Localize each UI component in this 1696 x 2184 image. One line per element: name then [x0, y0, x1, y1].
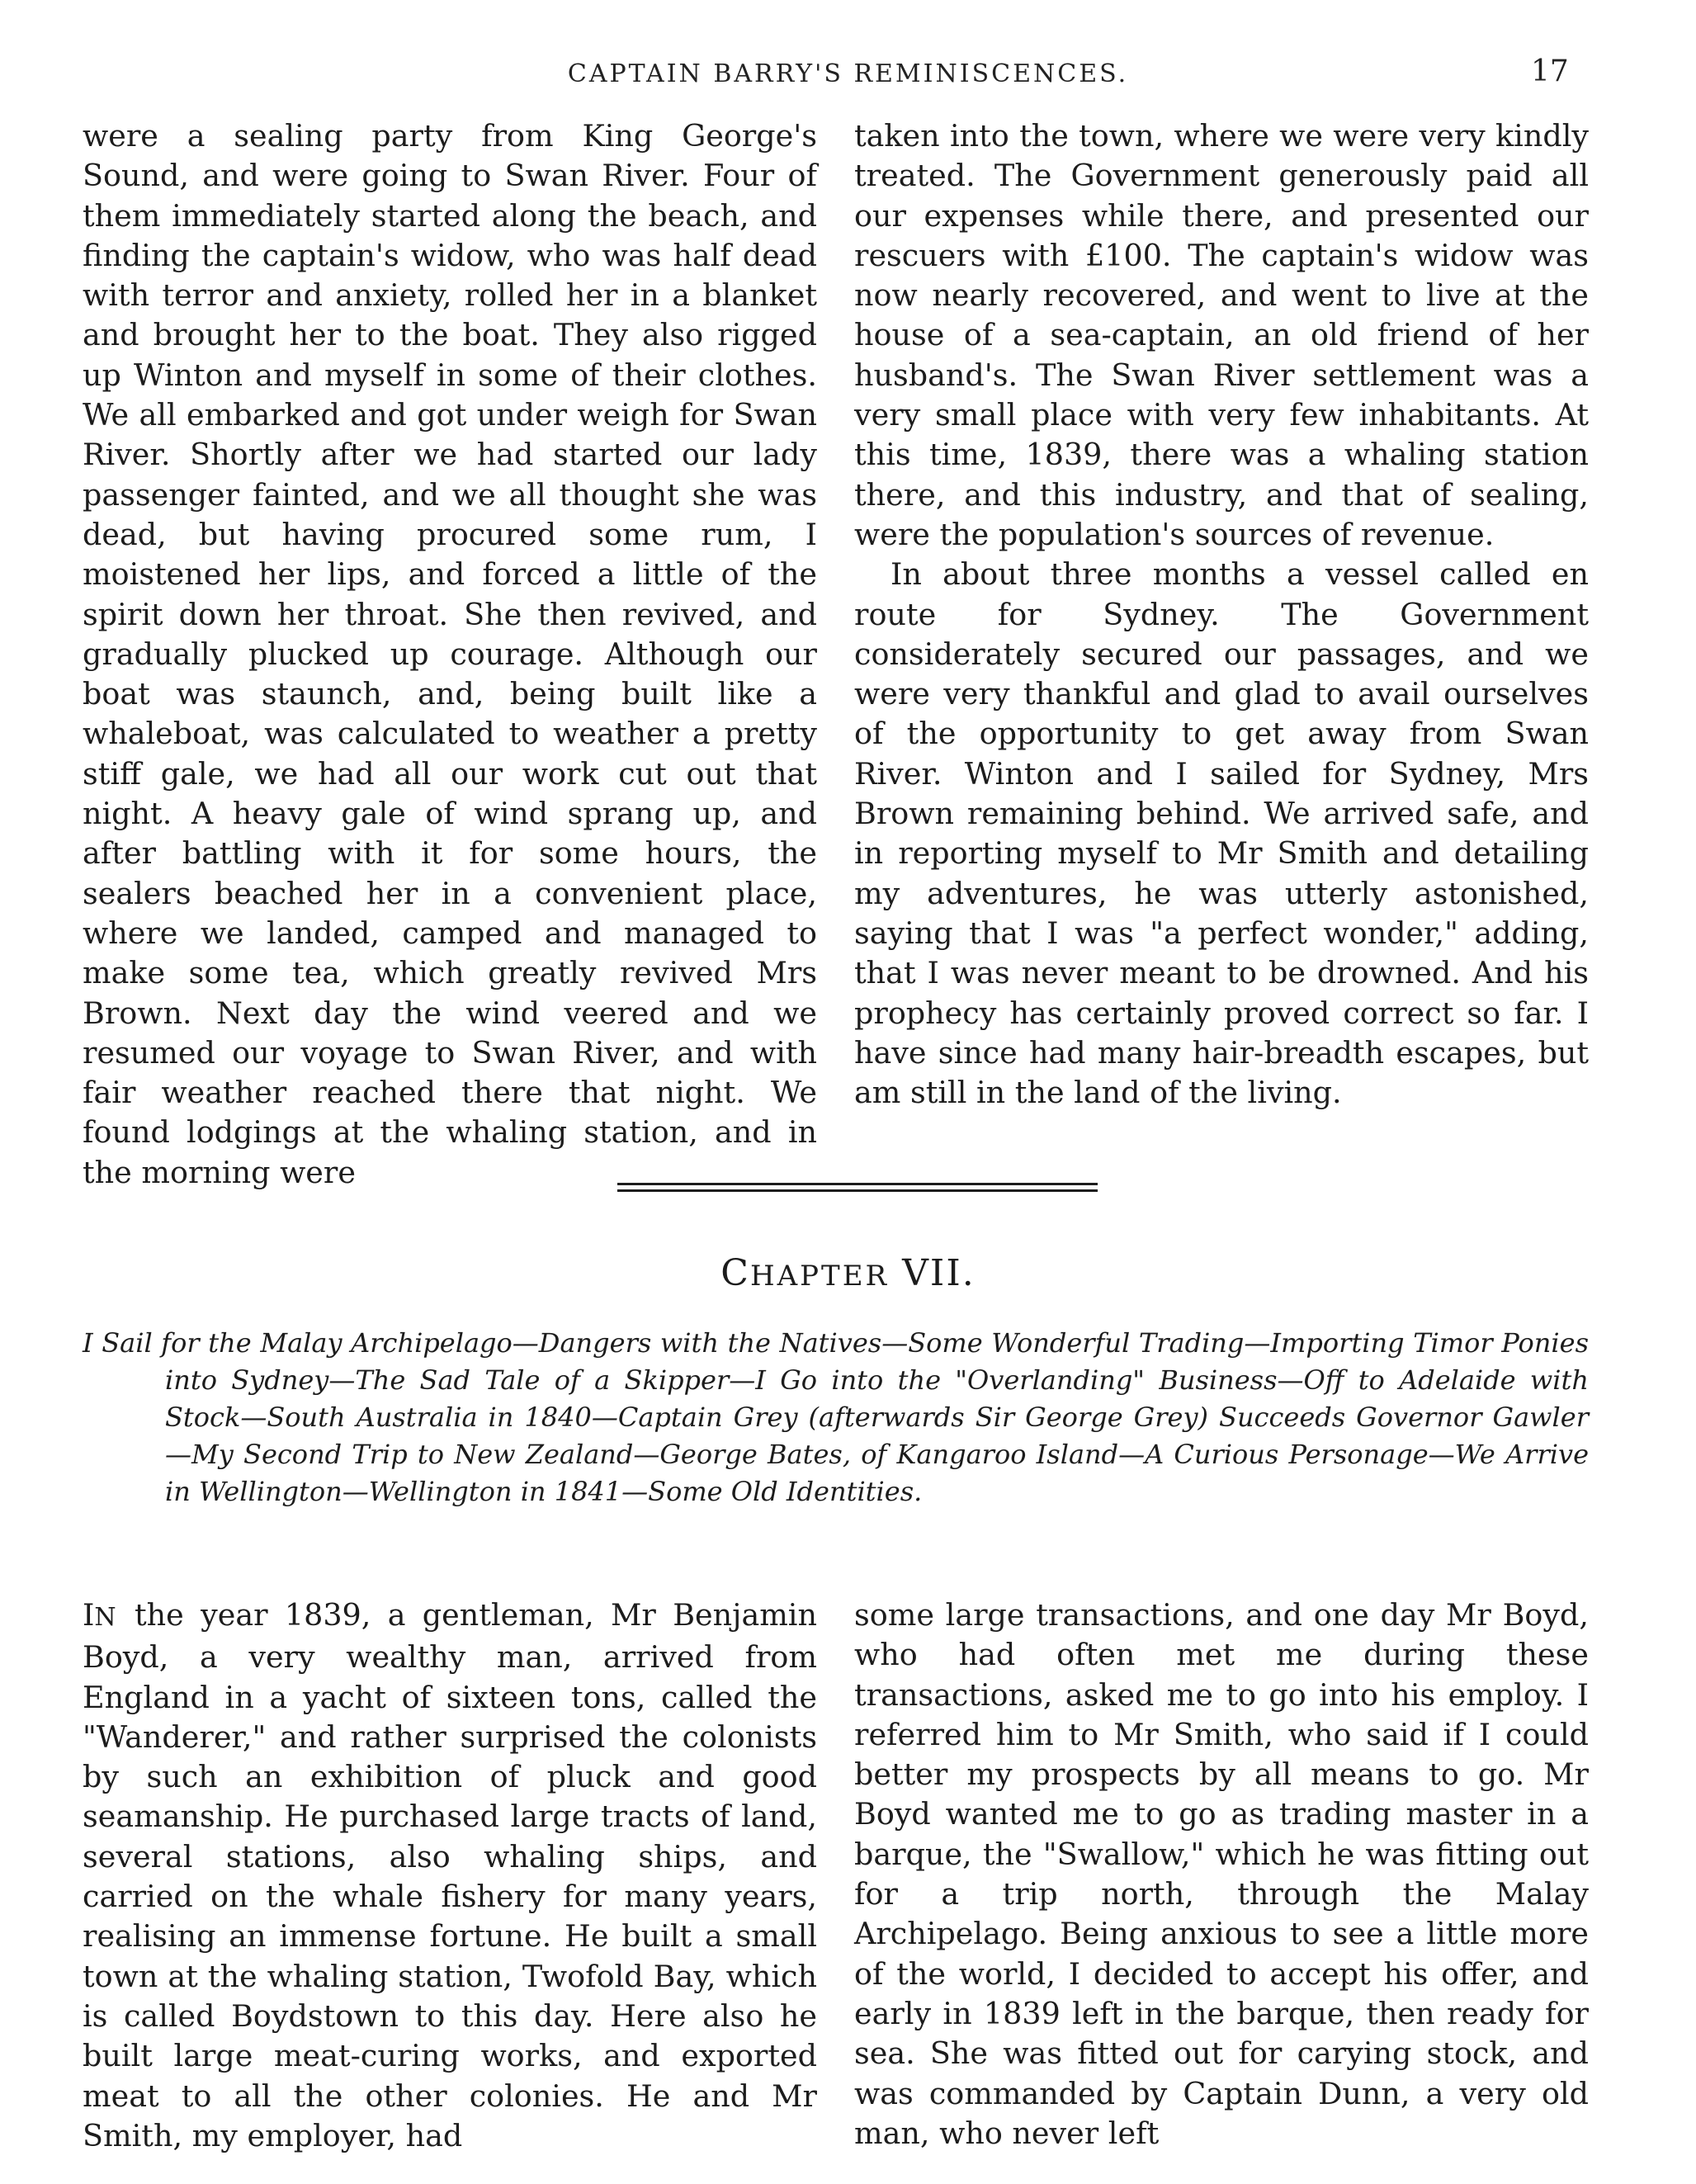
page-number: 17: [1531, 54, 1569, 88]
paragraph-text: the year 1839, a gentleman, Mr Benjamin Boyd, a very wealthy man, arrived from England in a yacht of sixteen tons, called the "Wanderer," and rather surprised the colonists by such an exhibition of pluck and good seamanship. He purchased large tracts of land, several stations, also whaling ships, and carried on the whale fishery for many years, realising an immense fortune. He built a small town at the whaling station, Twofold Bay, which is called Boydstown to this day. Here also he built large meat-curing works, and exported meat to all the other colonies. He and Mr Smith, my employer, had: [83, 1597, 817, 2153]
paragraph: some large transactions, and one day Mr Boyd, who had often met me during these transactions, asked me to go into his employ. I referred him to Mr Smith, who said if I could better my prospects by all means to go. Mr Boyd wanted me to go as trading master in a barque, the "Swallow," which he was fitting out for a trip north, through the Malay Archipelago. Being anxious to see a little more of the world, I decided to accept his offer, and early in 1839 left in the barque, then ready for sea. She was fitted out for carying stock, and was commanded by Captain Dunn, a very old man, who never left: [854, 1597, 1589, 2151]
top-left-column: [83, 116, 817, 1193]
paragraph: [83, 1595, 817, 2156]
paragraph: In about three months a vessel called en route for Sydney. The Government considerately secured our passages, and we were very thankful and glad to avail ourselves of the opportunity to get away from Swan River. Winton and I sailed for Sydney, Mrs Brown remaining behind. We arrived safe, and in reporting myself to Mr Smith and detailing my adventures, he was utterly astonished, saying that I was "a perfect wonder," adding, that I was never meant to be drowned. And his prophecy has certainly proved correct so far. I have since had many hair-breadth escapes, but am still in the land of the living.: [854, 556, 1589, 1111]
chapter-title: [0, 1252, 1696, 1294]
paragraph: were a sealing party from King George's Sound, and were going to Swan River. Four of them immediately started along the beach, and finding the captain's widow, who was half dead with terror and anxiety, rolled her in a blanket and brought her to the boat. They also rigged up Winton and myself in some of their clothes. We all embarked and got under weigh for Swan River. Shortly after we had started our lady passenger fainted, and we all thought she was dead, but having procured some rum, I moistened her lips, and forced a little of the spirit down her throat. She then revived, and gradually plucked up courage. Although our boat was staunch, and, being built like a whaleboat, was calculated to weather a pretty stiff gale, we had all our work cut out that night. A heavy gale of wind sprang up, and after battling with it for some hours, the sealers beached her in a convenient place, where we landed, camped and managed to make some tea, which greatly revived Mrs Brown. Next day the wind veered and we resumed our voyage to Swan River, and with fair weather reached there that night. We found lodgings at the whaling station, and in the morning were: [83, 118, 817, 1190]
opening-word-rest: N: [94, 1603, 118, 1632]
opening-initial: I: [83, 1597, 95, 1633]
bottom-left-column: [83, 1595, 817, 2156]
top-right-column: [854, 116, 1589, 1113]
chapter-title-word: HAPTER: [749, 1260, 890, 1293]
chapter-title-initial: C: [720, 1252, 750, 1294]
running-head: CAPTAIN BARRY'S REMINISCENCES.: [567, 59, 1129, 88]
paragraph: taken into the town, where we were very kindly treated. The Government generously paid all our expenses while there, and presented our rescuers with £100. The captain's widow was now nearly recovered, and went to live at the house of a sea-captain, an old friend of her husband's. The Swan River settlement was a very small place with very few inhabitants. At this time, 1839, there was a whaling station there, and this industry, and that of sealing, were the population's sources of revenue.: [854, 118, 1589, 552]
chapter-summary: I Sail for the Malay Archipelago—Dangers with the Natives—Some Wonderful Trading—Importing Timor Ponies into Sydney—The Sad Tale of a Skipper—I Go into the "Overlanding" Business—Off to Adelaide with Stock—South Australia in 1840—Captain Grey (afterwards Sir George Grey) Succeeds Governor Gawler—My Second Trip to New Zealand—George Bates, of Kangaroo Island—A Curious Personage—We Arrive in Wellington—Wellington in 1841—Some Old Identities.: [83, 1327, 1589, 1507]
bottom-right-column: [854, 1595, 1589, 2153]
chapter-number: VII.: [902, 1252, 976, 1294]
section-divider: [617, 1183, 1098, 1192]
